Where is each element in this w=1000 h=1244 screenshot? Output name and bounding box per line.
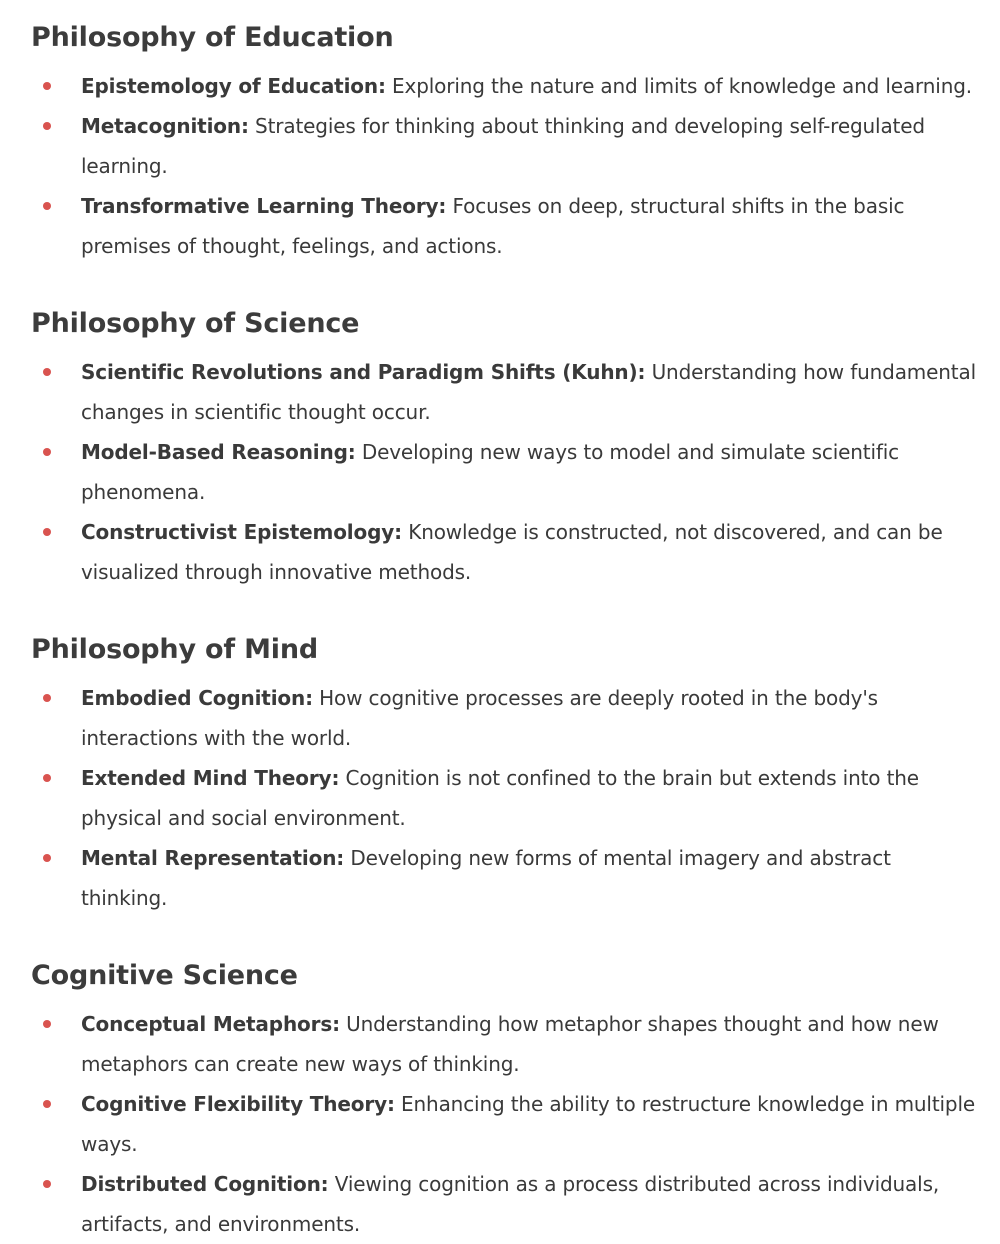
section-title: Philosophy of Education [31,22,394,53]
section-philosophy-of-mind [31,630,980,918]
list-item [31,186,980,266]
item-text: Enhancing the ability to restructure knowledge in multiple ways. [81,1092,976,1156]
item-term: Metacognition: [81,114,249,138]
bullet-list [31,352,980,592]
item-term: Scientific Revolutions and Paradigm Shifts (Kuhn): [81,360,646,384]
bullet-dot-icon [43,694,51,702]
item-term: Conceptual Metaphors: [81,1012,340,1036]
bullet-dot-icon [43,1020,51,1028]
section-philosophy-of-science [31,304,980,592]
item-text: Cognition is not confined to the brain but extends into the physical and social environment. [81,766,919,830]
list-item [31,758,980,838]
bullet-list [31,1004,980,1244]
item-term: Extended Mind Theory: [81,766,340,790]
bullet-dot-icon [43,448,51,456]
bullet-dot-icon [43,854,51,862]
item-term: Distributed Cognition: [81,1172,329,1196]
item-term: Constructivist Epistemology: [81,520,403,544]
item-text: Developing new ways to model and simulate scientific phenomena. [81,440,900,504]
item-term: Embodied Cognition: [81,686,313,710]
bullet-dot-icon [43,774,51,782]
item-text: Understanding how metaphor shapes thought and how new metaphors can create new ways of thinking. [81,1012,939,1076]
section-philosophy-of-education [31,18,980,266]
bullet-dot-icon [43,368,51,376]
list-item [31,1164,980,1244]
item-text: Strategies for thinking about thinking and developing self-regulated learning. [81,114,925,178]
section-cognitive-science [31,956,980,1244]
bullet-dot-icon [43,82,51,90]
list-item [31,1004,980,1084]
item-term: Mental Representation: [81,846,345,870]
bullet-dot-icon [43,202,51,210]
bullet-dot-icon [43,528,51,536]
list-item [31,106,980,186]
item-term: Transformative Learning Theory: [81,194,447,218]
bullet-dot-icon [43,1180,51,1188]
item-text: Exploring the nature and limits of knowledge and learning. [385,74,972,98]
item-term: Cognitive Flexibility Theory: [81,1092,395,1116]
item-text: Knowledge is constructed, not discovered, and can be visualized through innovative methods. [81,520,943,584]
list-item [31,512,980,592]
bullet-list [31,66,980,266]
list-item [31,66,980,106]
list-item [31,432,980,512]
item-text: Viewing cognition as a process distributed across individuals, artifacts, and environments. [81,1172,940,1236]
item-text: How cognitive processes are deeply rooted in the body's interactions with the world. [81,686,878,750]
item-text: Understanding how fundamental changes in scientific thought occur. [81,360,977,424]
item-term: Epistemology of Education: [81,74,386,98]
section-title: Philosophy of Science [31,308,360,339]
bullet-list [31,678,980,918]
bullet-dot-icon [43,122,51,130]
bullet-dot-icon [43,1100,51,1108]
item-text: Developing new forms of mental imagery and abstract thinking. [81,846,891,910]
item-term: Model-Based Reasoning: [81,440,356,464]
list-item [31,838,980,918]
section-title: Cognitive Science [31,960,298,991]
list-item [31,1084,980,1164]
list-item [31,352,980,432]
list-item [31,678,980,758]
item-text: Focuses on deep, structural shifts in the basic premises of thought, feelings, and actions. [81,194,905,258]
section-title: Philosophy of Mind [31,634,319,665]
